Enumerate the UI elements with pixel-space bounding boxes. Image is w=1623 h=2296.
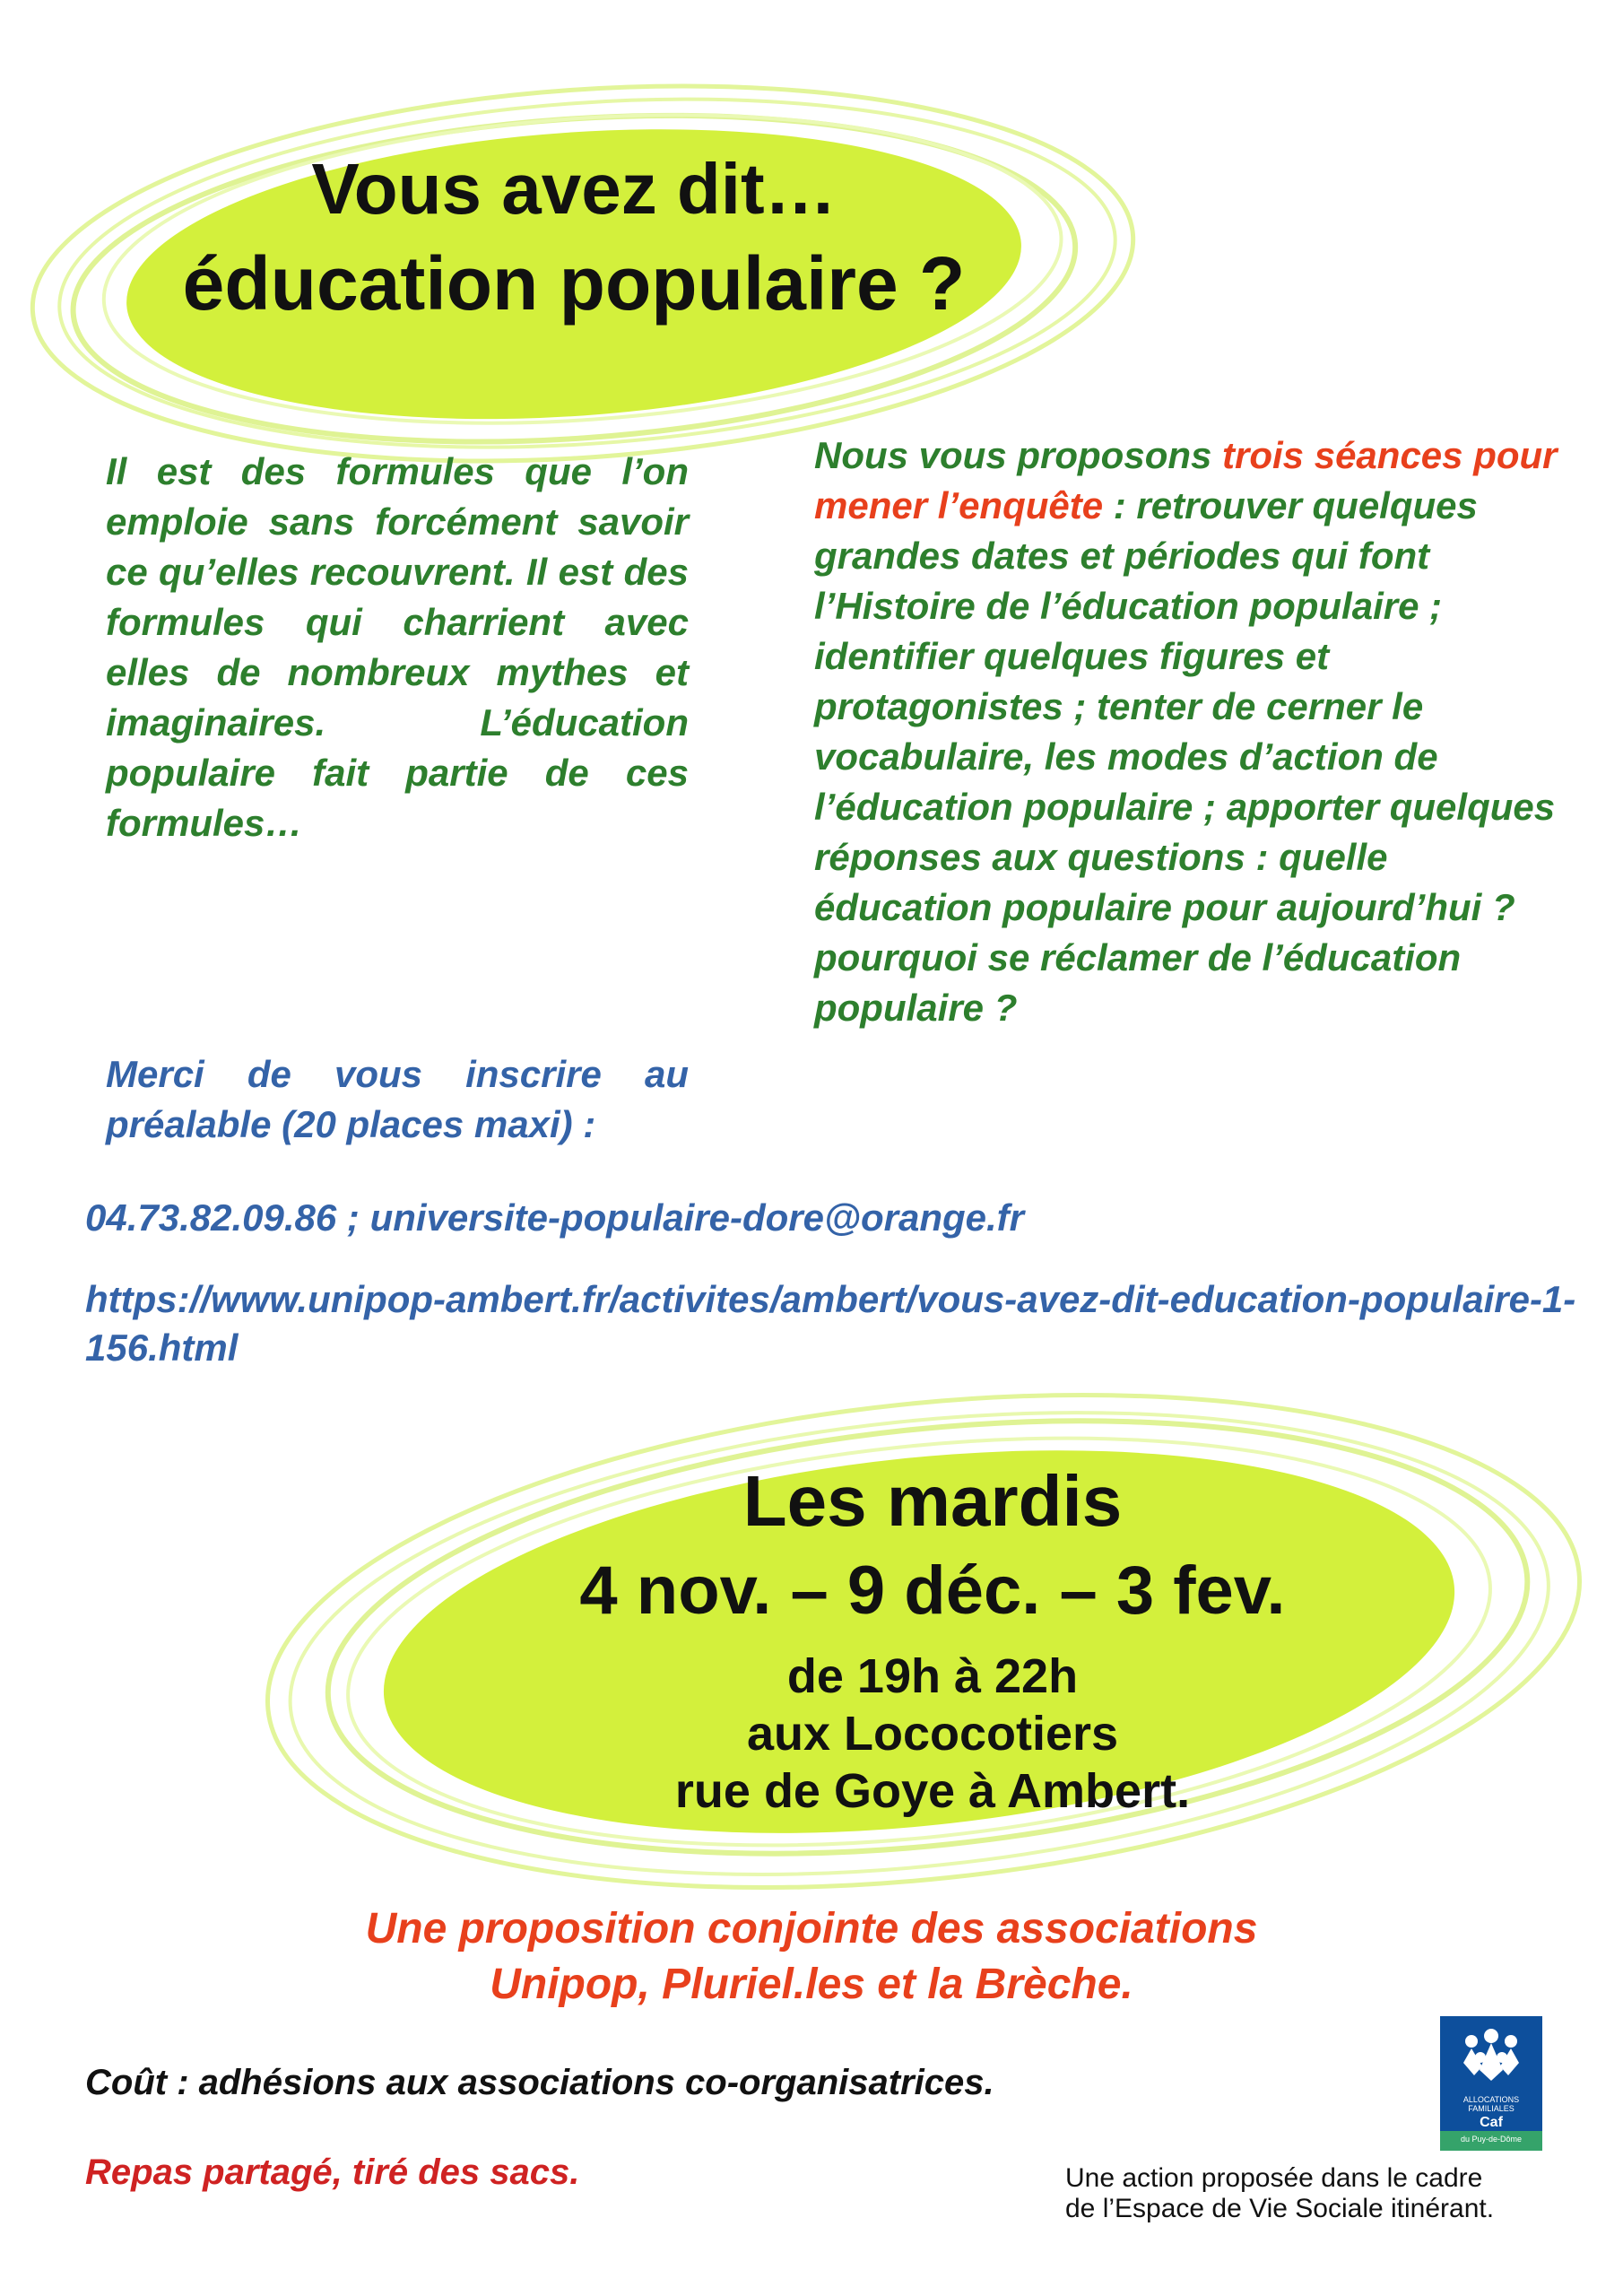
caf-family-icon [1440,2016,1542,2093]
meal-note: Repas partagé, tiré des sacs. [85,2152,580,2192]
action-note-line-1: Une action proposée dans le cadre [1065,2163,1483,2193]
caf-logo-region: du Puy-de-Dôme [1460,2135,1523,2144]
caf-logo-name: Caf [1480,2115,1503,2130]
dates-venue: aux Lococotiers [746,1707,1119,1761]
dates-address: rue de Goye à Ambert. [674,1764,1191,1818]
title-line-2: éducation populaire ? [182,241,966,326]
action-note [1065,2163,1621,2224]
action-note-line-2: de l’Espace de Vie Sociale itinérant. [1065,2194,1495,2223]
proposal-body: : retrouver quelques grandes dates et périodes qui font l’Histoire de l’éducation populaire ; identifier quelques figures et protagonistes ; tenter de cerner le vocabulaire, les modes d’action de l’éducation populaire ; apporter quelques réponses aux questions : quelle éducation populaire pour aujourd’hui ? pourquoi se réclamer de l’éducation populaire ? [814,484,1556,1029]
event-url: https://www.unipop-ambert.fr/activites/ambert/vous-avez-dit-education-populaire-1-156.html [85,1278,1576,1369]
title-line-1: Vous avez dit… [311,149,837,229]
registration-text: Merci de vous inscrire au préalable (20 places maxi) : [106,1053,689,1145]
cost-note: Coût : adhésions aux associations co-organisatrices. [85,2063,994,2102]
contact-info: 04.73.82.09.86 ; universite-populaire-dore@orange.fr [85,1196,1024,1239]
proposal-lead: Nous vous proposons [814,434,1223,476]
intro-paragraph: Il est des formules que l’on emploie sans forcément savoir ce qu’elles recouvrent. Il est des formules qui charrient avec elles de nombreux mythes et imaginaires. L’éducation populaire fait partie de ces formules… [106,450,689,844]
caf-logo [1440,2016,1542,2151]
dates-list: 4 nov. – 9 déc. – 3 fev. [579,1552,1286,1629]
partners-line-2: Unipop, Pluriel.les et la Brèche. [490,1961,1133,2008]
partners-statement [135,1901,1488,2013]
proposal-paragraph [814,430,1558,1033]
dates-time: de 19h à 22h [786,1649,1079,1703]
proposal-highlight: trois séances pour mener l’enquête [814,434,1558,526]
dates-heading: Les mardis [742,1461,1123,1541]
caf-logo-allocations: ALLOCATIONS FAMILIALES [1462,2095,1520,2113]
partners-line-1: Une proposition conjointe des associations [365,1905,1258,1952]
